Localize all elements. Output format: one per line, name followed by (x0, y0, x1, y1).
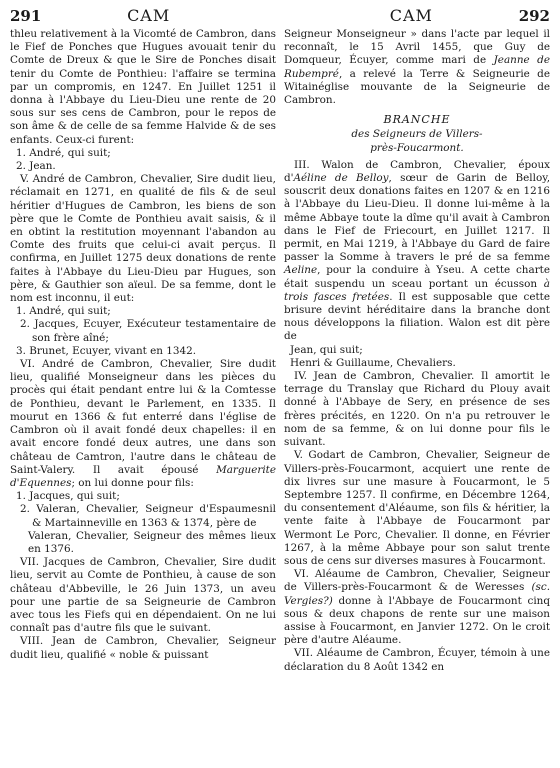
list-item: 2. Valeran, Chevalier, Seigneur d'Espaumesnil & Martainneville en 1363 & 1374, père de (20, 503, 276, 529)
paragraph: VIII. Jean de Cambron, Chevalier, Seigneur dudit lieu, qualifié « noble & puissant (10, 635, 276, 661)
list-item: 1. André, qui suit; (16, 146, 111, 159)
paragraph: thleu relativement à la Vicomté de Cambron, dans le Fief de Ponches que Hugues avouait tenir du Comte de Dreux & que le Sire de Ponches disait tenir du Comte de Ponthieu: l'affaire se termina par un compromis, en 1247. En Juillet 1251 il donna à l'Abbaye du Lieu-Dieu une rente de 20 sous sur ses cens de Cambron, pour le repos de son âme & de celle de sa femme Halvide & de ses enfants. Ceux-ci furent: (10, 28, 276, 146)
paragraph: III. Walon de Cambron, Chevalier, époux d'Aéline de Belloy, sœur de Garin de Belloy, souscrit deux donations faites en 1207 & en 1216 à l'Abbaye du Lieu-Dieu. Il donne lui-même à la même Abbaye toute la dîme qu'il avait à Cambron dans le Fief de Friecourt, en Juillet 1217. Il permit, en Mai 1219, à l'Abbaye du Gard de faire passer la Somme à travers le pré de sa femme Aeline, pour la conduire à Yseu. A cette charte était suspendu un sceau portant un écusson à trois fasces fretées. Il est supposable que cette brisure devint héréditaire dans la branche dont nous développons la filiation. Walon est dit père de (284, 158, 550, 343)
list-item: Valeran, Chevalier, Seigneur des mêmes lieux en 1376. (28, 529, 276, 555)
right-running-head: CAM (389, 6, 433, 25)
paragraph: VII. Jacques de Cambron, Chevalier, Sire dudit lieu, servit au Comte de Ponthieu, à cause de son château d'Abbeville, le 26 Juin 1373, un aveu pour une partie de sa Seigneurie de Cambron avec tous les Fiefs qui en dépendaient. On ne lui connaît pas d'autre fils que le suivant. (10, 556, 276, 635)
right-header (284, 6, 550, 25)
list-item: 1. André, qui suit; (16, 305, 111, 318)
section-subtitle: des Seigneurs de Villers- près-Foucarmont. (351, 128, 483, 154)
list-item: 3. Brunet, Ecuyer, vivant en 1342. (16, 344, 196, 357)
arms-description: à trois fasces fretées (284, 277, 550, 303)
list-item: Jean, qui suit; (290, 343, 363, 356)
list-item: 2. Jean. (16, 160, 56, 173)
list-item: 2. Jacques, Ecuyer, Exécuteur testamentaire de son frère aîné; (20, 318, 276, 344)
paragraph: VI. André de Cambron, Chevalier, Sire dudit lieu, qualifié Monseigneur dans les pièces du procès qui était pendant entre lui & la Comtesse de Ponthieu, devant le Parlement, en 1335. Il mourut en 1366 & fut enterré dans l'église de Cambron où il avait fondé deux chapelles: il en avait encore fondé deux autres, une dans son château de Camtron, l'autre dans le château de Saint-Valery. Il avait épousé Marguerite d'Equennes; on lui donne pour fils: (10, 358, 276, 489)
paragraph: Seigneur Monseigneur » dans l'acte par lequel il reconnaît, le 15 Avril 1455, que Guy de Domqueur, Écuyer, comme mari de Jeanne de Rubempré, a relevé la Terre & Seigneurie de Witainéglise mouvante de la Seigneurie de Cambron. (284, 28, 550, 107)
spouse-name: Marguerite d'Equennes (10, 463, 276, 489)
left-column (10, 28, 276, 674)
list-item: Henri & Guillaume, Chevaliers. (290, 356, 456, 369)
left-header (10, 6, 276, 25)
text-columns (10, 28, 550, 674)
left-page-number: 291 (10, 7, 42, 25)
paragraph: VI. Aléaume de Cambron, Chevalier, Seigneur de Villers-près-Foucarmont & de Weresses (sc. Vergies?) donne à l'Abbaye de Foucarmont cinq sous & deux chapons de rente sur une maison assise à Foucarmont, en Janvier 1272. On le croit père d'autre Aléaume. (284, 568, 550, 647)
right-page-number: 292 (518, 7, 550, 25)
right-column (284, 28, 550, 674)
page-header (10, 6, 550, 28)
paragraph: V. André de Cambron, Chevalier, Sire dudit lieu, réclamait en 1271, en qualité de fils & de seul héritier d'Hugues de Cambron, les biens de son père que le Comte de Ponthieu avait saisis, & il en obtint la restitution moyennant l'abandon au Comte des fruits que celui-ci avait perçus. Il confirma, en Juillet 1275 deux donations de rente faites à l'Abbaye du Lieu-Dieu par Hugues, son père, & Gauthier son aïeul. De sa femme, dont le nom est inconnu, il eut: (10, 173, 276, 305)
paragraph: V. Godart de Cambron, Chevalier, Seigneur de Villers-près-Foucarmont, acquiert une rente de dix livres sur une masure à Foucarmont, le 5 Septembre 1257. Il confirme, en Décembre 1264, du consentement d'Aléaume, son fils & héritier, la vente faite à l'Abbaye de Foucarmont par Wermont Le Porc, Chevalier. Il donne, en Février 1267, à la même Abbaye pour son salut trente sous de cens sur diverses masures à Foucarmont. (284, 449, 550, 567)
list-item: 1. Jacques, qui suit; (16, 490, 120, 503)
spouse-name: Jeanne de Rubempré (284, 54, 550, 80)
spouse-name: Aéline de Belloy (293, 172, 389, 185)
paragraph: IV. Jean de Cambron, Chevalier. Il amortit le terrage du Translay que Richard du Plouy avait donné à l'Abbaye de Sery, en présence de ses frères précités, en 1220. On n'a pu retrouver le nom de sa femme, & on lui donne pour fils le suivant. (284, 370, 550, 449)
section-title: BRANCHE (383, 113, 451, 127)
paragraph: VII. Aléaume de Cambron, Écuyer, témoin à une déclaration du 8 Août 1342 en (284, 647, 550, 673)
left-running-head: CAM (127, 6, 171, 25)
